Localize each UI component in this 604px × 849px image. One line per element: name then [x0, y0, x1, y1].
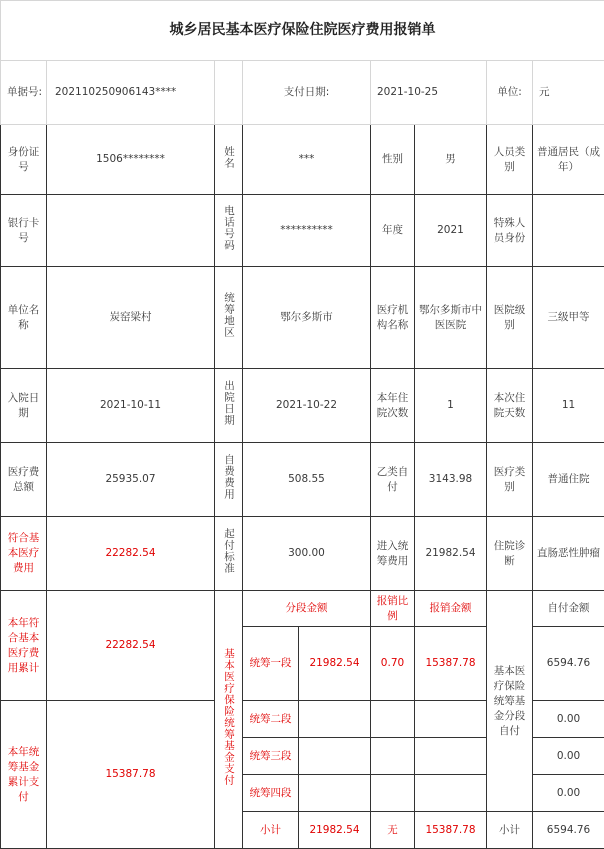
in-date-value: 2021-10-11	[47, 369, 215, 443]
self-fee-value: 508.55	[243, 443, 371, 517]
self-fee-label-text: 自费费用	[223, 454, 235, 500]
bill-no-value: 20211025090614​3****	[47, 61, 215, 125]
threshold-label	[215, 517, 243, 591]
seg-4-self: 0.00	[533, 775, 604, 812]
threshold-label-text: 起付标准	[223, 528, 235, 574]
seg-4-ratio	[371, 775, 415, 812]
selfpay-amount-header: 自付金额	[533, 591, 604, 627]
days-value: 11	[533, 369, 604, 443]
seg-1-reimb: 15387.78	[415, 627, 487, 701]
person-type-value: 普通居民（成年）	[533, 125, 604, 195]
total-value: 25935.07	[47, 443, 215, 517]
into-label: 进入统筹费用	[371, 517, 415, 591]
name-value: ***	[243, 125, 371, 195]
blank-cell	[215, 61, 243, 125]
bank-label: 银行卡号	[1, 195, 47, 267]
form-title: 城乡居民基本医疗保险住院医疗费用报销单	[1, 1, 604, 61]
seg-4-amount	[299, 775, 371, 812]
eligible-value: 22282.54	[47, 517, 215, 591]
out-date-label-text: 出院日期	[223, 380, 235, 426]
basic-fund-label-text: 基本医疗保险统筹基金支付	[223, 648, 235, 786]
special-label: 特殊人员身份	[487, 195, 533, 267]
gender-value: 男	[415, 125, 487, 195]
ratio-header: 报销比例	[371, 591, 415, 627]
unit-value: 元	[533, 61, 604, 125]
total-label: 医疗费总额	[1, 443, 47, 517]
year-eligible-value: 22282.54	[47, 591, 215, 701]
med-type-value: 普通住院	[533, 443, 604, 517]
subtotal-reimb: 15387.78	[415, 812, 487, 849]
out-date-value: 2021-10-22	[243, 369, 371, 443]
person-type-label: 人员类别	[487, 125, 533, 195]
seg-4-reimb	[415, 775, 487, 812]
seg-3-name: 统筹三段	[243, 738, 299, 775]
inst-value: 鄂尔多斯市中医医院	[415, 267, 487, 369]
inst-label: 医疗机构名称	[371, 267, 415, 369]
region-label-text: 统筹地区	[223, 292, 235, 338]
class-b-value: 3143.98	[415, 443, 487, 517]
seg-1-name: 统筹一段	[243, 627, 299, 701]
seg-3-reimb	[415, 738, 487, 775]
into-value: 21982.54	[415, 517, 487, 591]
year-paid-value: 15387.78	[47, 701, 215, 849]
subtotal-ratio: 无	[371, 812, 415, 849]
bank-value	[47, 195, 215, 267]
seg-2-name: 统筹二段	[243, 701, 299, 738]
seg-amount-header: 分段金额	[243, 591, 371, 627]
subtotal-label: 小计	[243, 812, 299, 849]
year-value: 2021	[415, 195, 487, 267]
out-date-label	[215, 369, 243, 443]
threshold-value: 300.00	[243, 517, 371, 591]
org-value: 炭窑梁村	[47, 267, 215, 369]
seg-4-name: 统筹四段	[243, 775, 299, 812]
pay-date-label: 支付日期:	[243, 61, 371, 125]
pay-date-value: 2021-10-25	[371, 61, 487, 125]
seg-3-self: 0.00	[533, 738, 604, 775]
special-value	[533, 195, 604, 267]
days-label: 本次住院天数	[487, 369, 533, 443]
seg-2-reimb	[415, 701, 487, 738]
unit-label: 单位:	[487, 61, 533, 125]
region-value: 鄂尔多斯市	[243, 267, 371, 369]
year-eligible-label: 本年符合基本医疗费用累计	[1, 591, 47, 701]
diagnosis-label: 住院诊断	[487, 517, 533, 591]
selfpay-seg-label: 基本医疗保险统筹基金分段自付	[487, 591, 533, 812]
year-paid-label: 本年统筹基金累计支付	[1, 701, 47, 849]
level-label: 医院级别	[487, 267, 533, 369]
seg-2-ratio	[371, 701, 415, 738]
name-label	[215, 125, 243, 195]
year-label: 年度	[371, 195, 415, 267]
times-label: 本年住院次数	[371, 369, 415, 443]
seg-3-ratio	[371, 738, 415, 775]
id-value: 1506********	[47, 125, 215, 195]
name-label-text: 姓名	[223, 145, 235, 169]
subtotal-label-2: 小计	[487, 812, 533, 849]
reimb-header: 报销金额	[415, 591, 487, 627]
times-value: 1	[415, 369, 487, 443]
region-label	[215, 267, 243, 369]
eligible-label: 符合基本医疗费用	[1, 517, 47, 591]
seg-1-ratio: 0.70	[371, 627, 415, 701]
org-label: 单位名称	[1, 267, 47, 369]
seg-3-amount	[299, 738, 371, 775]
subtotal-amount: 21982.54	[299, 812, 371, 849]
seg-1-amount: 21982.54	[299, 627, 371, 701]
phone-label	[215, 195, 243, 267]
diagnosis-value: 直肠恶性肿瘤	[533, 517, 604, 591]
basic-fund-label	[215, 591, 243, 849]
bill-no-label: 单据号:	[1, 61, 47, 125]
phone-label-text: 电话号码	[223, 205, 235, 251]
seg-1-self: 6594.76	[533, 627, 604, 701]
phone-value: **********	[243, 195, 371, 267]
id-label: 身份证号	[1, 125, 47, 195]
level-value: 三级甲等	[533, 267, 604, 369]
self-fee-label	[215, 443, 243, 517]
seg-2-amount	[299, 701, 371, 738]
class-b-label: 乙类自付	[371, 443, 415, 517]
gender-label: 性别	[371, 125, 415, 195]
in-date-label: 入院日期	[1, 369, 47, 443]
med-type-label: 医疗类别	[487, 443, 533, 517]
subtotal-self: 6594.76	[533, 812, 604, 849]
seg-2-self: 0.00	[533, 701, 604, 738]
